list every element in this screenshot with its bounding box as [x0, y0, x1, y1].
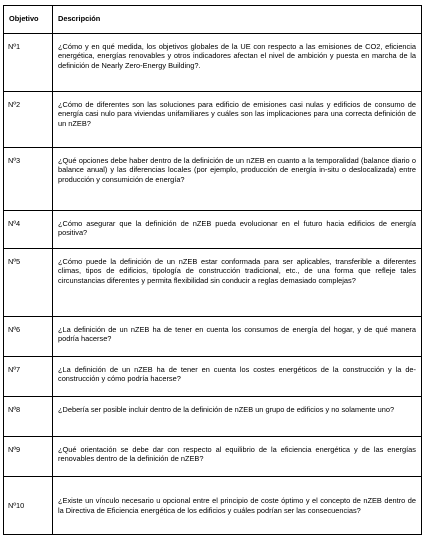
table-row	[4, 249, 422, 317]
table-header-row	[4, 6, 422, 34]
table-row	[4, 397, 422, 437]
table-row	[4, 317, 422, 357]
header-descripcion: Descripción	[53, 6, 422, 34]
objective-id: Nº2	[4, 92, 53, 148]
objective-description: ¿Qué orientación se debe dar con respecto al equilibrio de la eficiencia energética y de las energías renovables dentro de la definición de nZEB?	[53, 437, 422, 477]
table-row	[4, 357, 422, 397]
objective-id: Nº4	[4, 211, 53, 249]
objective-id: Nº5	[4, 249, 53, 317]
objective-id: Nº9	[4, 437, 53, 477]
objective-description: ¿Qué opciones debe haber dentro de la definición de un nZEB en cuanto a la temporalidad (balance diario o balance anual) y las diferencias locales (por ejemplo, producción de energía in-situ o deslocalizada) entre producción y consumición de energía?	[53, 148, 422, 211]
objective-description: ¿Cómo y en qué medida, los objetivos globales de la UE con respecto a las emisiones de CO2, eficiencia energética, energías renovables y otros indicadores afectan el nivel de ambición y puesta en marcha de la definición de Nearly Zero-Energy Building?.	[53, 34, 422, 92]
table-row	[4, 211, 422, 249]
objective-id: Nº1	[4, 34, 53, 92]
objective-description: ¿Cómo asegurar que la definición de nZEB pueda evolucionar en el futuro hacia edificios de energía positiva?	[53, 211, 422, 249]
objective-id: Nº10	[4, 477, 53, 535]
table-row	[4, 477, 422, 535]
table-row	[4, 34, 422, 92]
table-row	[4, 148, 422, 211]
objective-description: ¿Cómo de diferentes son las soluciones para edificio de emisiones casi nulas y edificios de consumo de energía casi nulo para viviendas unifamiliares y cuáles son las implicaciones para una correcta definición de un nZEB?	[53, 92, 422, 148]
objective-description: ¿Cómo puede la definición de un nZEB estar conformada para ser aplicables, transferible a diferentes climas, tipos de edificios, tipología de construcción tradicional, etc., de una forma que refleje tales circunstancias diferentes y permita flexibilidad sin conducir a reglas demasiado complejas?	[53, 249, 422, 317]
table-row	[4, 437, 422, 477]
table-row	[4, 92, 422, 148]
objective-id: Nº3	[4, 148, 53, 211]
header-objetivo: Objetivo	[4, 6, 53, 34]
objective-id: Nº7	[4, 357, 53, 397]
objective-description: ¿La definición de un nZEB ha de tener en cuenta los consumos de energía del hogar, y de qué manera podría hacerse?	[53, 317, 422, 357]
objective-description: ¿La definición de un nZEB ha de tener en cuenta los costes energéticos de la construcción y la de-construcción y cómo podría hacerse?	[53, 357, 422, 397]
objective-id: Nº6	[4, 317, 53, 357]
objective-id: Nº8	[4, 397, 53, 437]
objective-description: ¿Debería ser posible incluir dentro de la definición de nZEB un grupo de edificios y no solamente uno?	[53, 397, 422, 437]
objectives-table	[3, 5, 422, 535]
objective-description: ¿Existe un vínculo necesario u opcional entre el principio de coste óptimo y el concepto de nZEB dentro de la Directiva de Eficiencia energética de los edificios y cuáles podrían ser las consecuencias?	[53, 477, 422, 535]
